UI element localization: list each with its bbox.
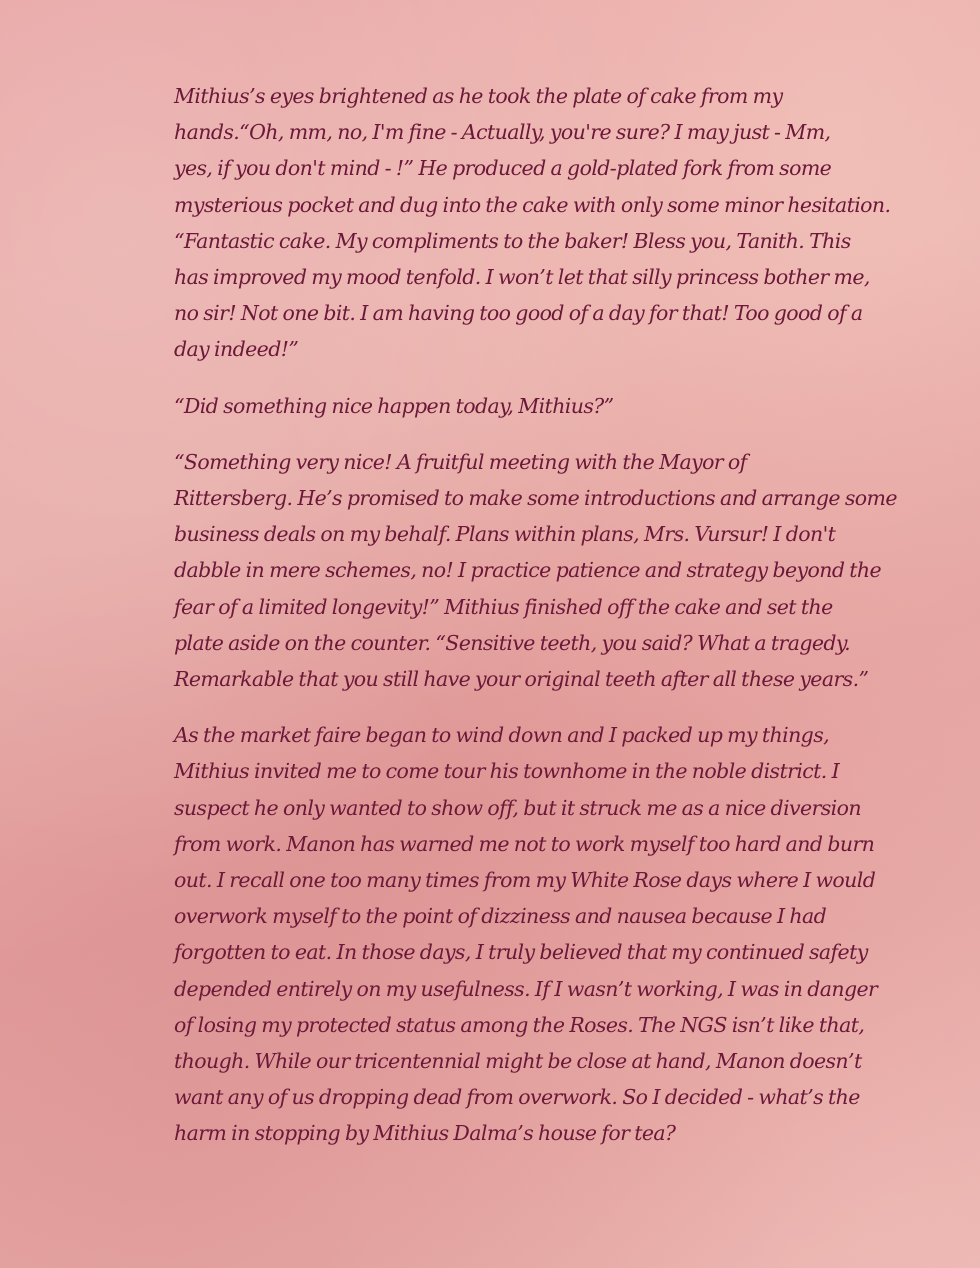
text-line: yes, if you don't mind - !” He produced a gold-plated fork from some [174,156,832,181]
text-line: out. I recall one too many times from my White Rose days where I would [174,868,876,893]
paragraph-1 [116,78,891,368]
text-line: Rittersberg. He’s promised to make some introductions and arrange some [174,486,897,511]
text-line: harm in stopping by Mithius Dalma’s house for tea? [174,1121,676,1146]
text-line: “Did something nice happen today, Mithius?” [174,393,614,418]
text-line: though. While our tricentennial might be close at hand, Manon doesn’t [174,1049,862,1074]
text-line: depended entirely on my usefulness. If I wasn’t working, I was in danger [174,976,878,1001]
text-line: hands.“Oh, mm, no, I'm fine - Actually, you're sure? I may just - Mm, [174,120,831,145]
text-line: has improved my mood tenfold. I won’t let that silly princess bother me, [174,265,870,290]
text-line: suspect he only wanted to show off, but it struck me as a nice diversion [174,795,861,820]
text-line: fear of a limited longevity!” Mithius finished off the cake and set the [174,594,833,619]
text-line: Remarkable that you still have your original teeth after all these years.” [174,667,869,692]
text-line: “Fantastic cake. My compliments to the baker! Bless you, Tanith. This [174,228,851,253]
text-line: Mithius’s eyes brightened as he took the plate of cake from my [174,84,783,108]
text-line: no sir! Not one bit. I am having too good of a day for that! Too good of a [174,301,863,326]
document-page [116,78,897,1172]
text-line: want any of us dropping dead from overwork. So I decided - what’s the [174,1085,860,1110]
text-line: “Something very nice! A fruitful meeting with the Mayor of [174,449,747,474]
text-line: mysterious pocket and dug into the cake with only some minor hesitation. [174,192,891,217]
text-line: business deals on my behalf. Plans within plans, Mrs. Vursur! I don't [174,522,836,547]
text-line: As the market faire began to wind down and I packed up my things, [174,723,830,748]
paragraph-2 [116,388,868,424]
paragraph-3 [116,444,897,697]
text-line: Mithius invited me to come tour his townhome in the noble district. I [174,759,840,784]
text-line: from work. Manon has warned me not to work myself too hard and burn [174,831,875,856]
text-line: dabble in mere schemes, no! I practice patience and strategy beyond the [174,558,882,583]
text-line: of losing my protected status among the Roses. The NGS isn’t like that, [174,1012,865,1037]
text-line: day indeed!” [174,337,299,362]
text-line: overwork myself to the point of dizziness and nausea because I had [174,904,827,929]
text-line: forgotten to eat. In those days, I truly believed that my continued safety [174,940,868,965]
text-line: plate aside on the counter. “Sensitive teeth, you said? What a tragedy. [174,630,851,655]
paragraph-4 [116,717,878,1151]
